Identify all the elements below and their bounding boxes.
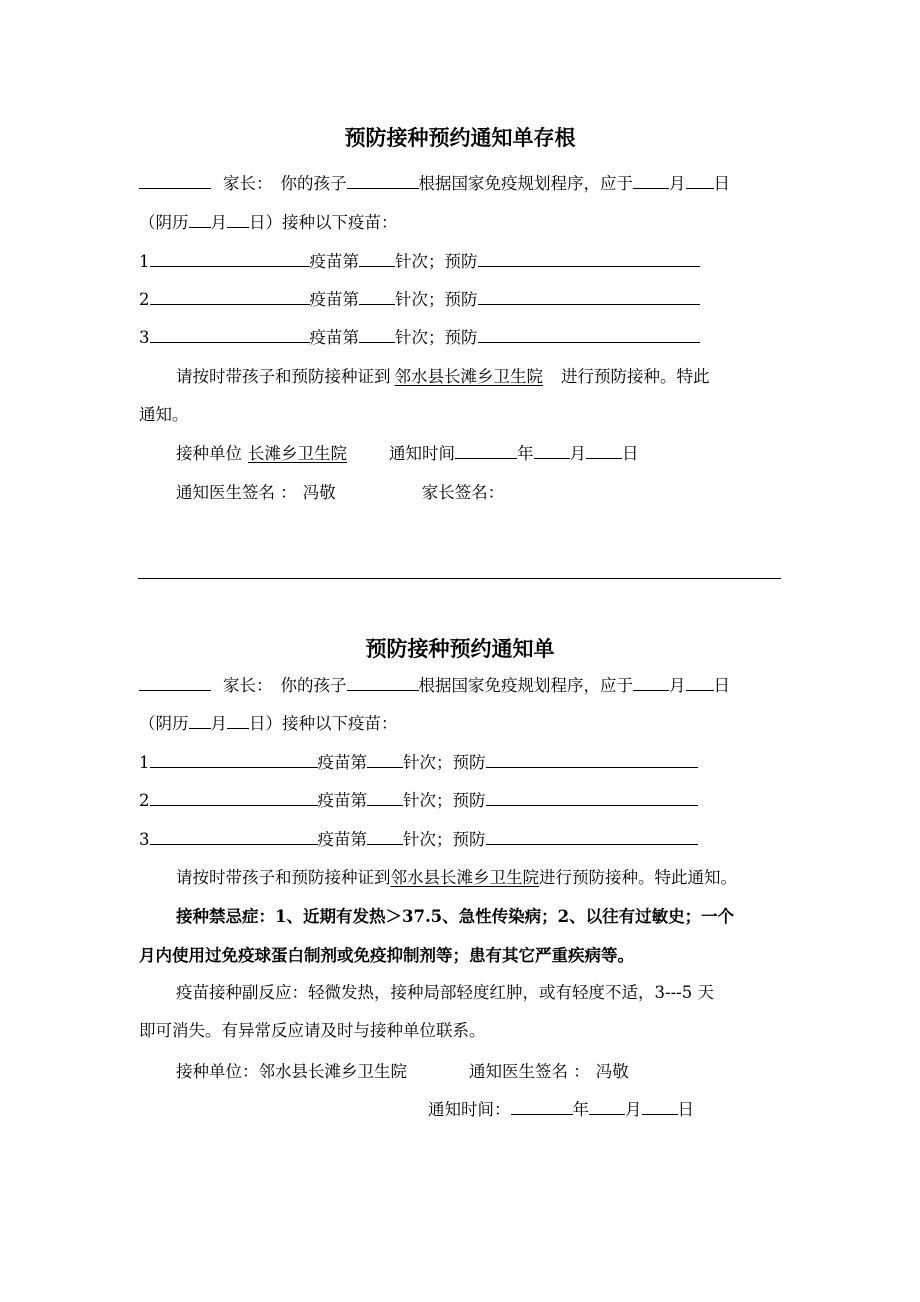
notice-lunar-line <box>139 713 398 735</box>
times-label: 针次；预防 <box>403 791 486 810</box>
parent-name-blank[interactable] <box>139 675 211 691</box>
dose-blank[interactable] <box>359 327 395 343</box>
stub-title: 预防接种预约通知单存根 <box>344 125 576 150</box>
unit-value: 邻水县长滩乡卫生院 <box>258 1062 407 1081</box>
parent-sig-label: 家长签名： <box>421 483 505 502</box>
day-blank[interactable] <box>586 443 622 459</box>
parent-label: 家长： <box>223 676 273 695</box>
day-blank[interactable] <box>686 675 714 691</box>
notice-instruction-line <box>176 867 737 889</box>
year-blank[interactable] <box>511 1099 573 1115</box>
please-bring-text: 请按时带孩子和预防接种证到 <box>176 868 391 887</box>
notice-vaccine-row-3 <box>139 829 698 851</box>
unit-value: 长滩乡卫生院 <box>248 444 347 463</box>
vaccine-name-blank[interactable] <box>150 251 310 267</box>
dose-label: 疫苗第 <box>317 791 367 810</box>
lunar-close-label: 日）接种以下疫苗： <box>249 213 398 232</box>
lunar-close-label: 日）接种以下疫苗： <box>249 714 398 733</box>
doctor-name: 冯敬 <box>302 483 336 502</box>
month-label: 月 <box>625 1100 642 1119</box>
program-text: 根据国家免疫规划程序，应于 <box>418 174 633 193</box>
dose-blank[interactable] <box>359 289 395 305</box>
row-number: 1 <box>139 252 150 271</box>
month-label: 月 <box>569 444 586 463</box>
side-effects-line-1: 疫苗接种副反应：轻微发热，接种局部轻度红肿，或有轻度不适，3---5 天 <box>176 983 714 1002</box>
row-number: 3 <box>139 830 150 849</box>
vaccine-name-blank[interactable] <box>150 289 310 305</box>
times-label: 针次；预防 <box>403 830 486 849</box>
dose-label: 疫苗第 <box>309 290 359 309</box>
month-blank[interactable] <box>589 1099 625 1115</box>
child-name-blank[interactable] <box>347 675 419 691</box>
day-label: 日 <box>713 676 730 695</box>
parent-label: 家长： <box>223 174 273 193</box>
row-number: 2 <box>139 791 150 810</box>
parent-name-blank[interactable] <box>139 173 211 189</box>
day-label: 日 <box>713 174 730 193</box>
doctor-name: 冯敬 <box>595 1062 629 1081</box>
times-label: 针次；预防 <box>403 753 486 772</box>
lunar-month-blank[interactable] <box>189 212 211 228</box>
vaccine-name-blank[interactable] <box>150 829 318 845</box>
dose-label: 疫苗第 <box>309 328 359 347</box>
row-number: 1 <box>139 753 150 772</box>
program-text: 根据国家免疫规划程序，应于 <box>418 676 633 695</box>
month-blank[interactable] <box>633 173 669 189</box>
lunar-open-label: （阴历 <box>139 714 189 733</box>
stub-intro-line <box>139 173 730 195</box>
prevent-blank[interactable] <box>486 829 698 845</box>
day-label: 日 <box>622 444 639 463</box>
dose-blank[interactable] <box>359 251 395 267</box>
year-blank[interactable] <box>455 443 517 459</box>
notice-unit-line <box>176 1061 629 1083</box>
lunar-month-blank[interactable] <box>189 713 211 729</box>
month-label: 月 <box>669 676 686 695</box>
stub-vaccine-row-3 <box>139 327 700 349</box>
stub-instruction-line <box>176 366 710 388</box>
day-label: 日 <box>677 1100 694 1119</box>
dose-blank[interactable] <box>367 790 403 806</box>
stub-lunar-line <box>139 212 398 234</box>
dose-blank[interactable] <box>367 829 403 845</box>
year-label: 年 <box>517 444 534 463</box>
stub-notice-end: 通知。 <box>139 405 189 424</box>
do-vaccination-text: 进行预防接种。特此通知。 <box>539 868 737 887</box>
month-blank[interactable] <box>534 443 570 459</box>
hospital-name: 邻水县长滩乡卫生院 <box>394 367 543 386</box>
month-blank[interactable] <box>633 675 669 691</box>
do-vaccination-text: 进行预防接种。特此 <box>561 367 710 386</box>
hospital-name: 邻水县长滩乡卫生院 <box>390 868 539 887</box>
your-child-label: 你的孩子 <box>280 174 347 193</box>
side-effects-line-2: 即可消失。有异常反应请及时与接种单位联系。 <box>139 1021 486 1040</box>
day-blank[interactable] <box>642 1099 678 1115</box>
unit-label: 接种单位 <box>176 444 242 463</box>
lunar-month-label: 月 <box>210 714 227 733</box>
times-label: 针次；预防 <box>395 252 478 271</box>
prevent-blank[interactable] <box>478 327 700 343</box>
row-number: 2 <box>139 290 150 309</box>
dose-label: 疫苗第 <box>317 830 367 849</box>
your-child-label: 你的孩子 <box>280 676 347 695</box>
prevent-blank[interactable] <box>478 289 700 305</box>
row-number: 3 <box>139 328 150 347</box>
dose-blank[interactable] <box>367 752 403 768</box>
please-bring-text: 请按时带孩子和预防接种证到 <box>176 367 391 386</box>
lunar-day-blank[interactable] <box>227 713 249 729</box>
stub-signature-line <box>176 482 504 504</box>
times-label: 针次；预防 <box>395 290 478 309</box>
month-label: 月 <box>669 174 686 193</box>
notice-intro-line <box>139 675 730 697</box>
dose-label: 疫苗第 <box>309 252 359 271</box>
doctor-sig-label: 通知医生签名 ： <box>176 483 297 502</box>
lunar-open-label: （阴历 <box>139 213 189 232</box>
notify-time-label: 通知时间： <box>428 1100 511 1119</box>
lunar-month-label: 月 <box>210 213 227 232</box>
times-label: 针次；预防 <box>395 328 478 347</box>
contraindications-line-2: 月内使用过免疫球蛋白制剂或免疫抑制剂等；患有其它严重疾病等。 <box>139 946 634 965</box>
stub-vaccine-row-2 <box>139 289 700 311</box>
stub-vaccine-row-1 <box>139 251 700 273</box>
notice-vaccine-row-1 <box>139 752 698 774</box>
child-name-blank[interactable] <box>347 173 419 189</box>
contraindications-line-1: 接种禁忌症：1、近期有发热＞37.5、急性传染病；2、以往有过敏史；一个 <box>176 907 735 926</box>
dose-label: 疫苗第 <box>317 753 367 772</box>
prevent-blank[interactable] <box>486 790 698 806</box>
day-blank[interactable] <box>686 173 714 189</box>
notice-title: 预防接种预约通知单 <box>365 636 555 661</box>
vaccine-name-blank[interactable] <box>150 327 310 343</box>
unit-label: 接种单位： <box>176 1062 259 1081</box>
notice-time-line <box>428 1099 694 1121</box>
stub-unit-line <box>176 443 639 465</box>
notify-time-label: 通知时间 <box>389 444 455 463</box>
vaccine-name-blank[interactable] <box>150 752 318 768</box>
year-label: 年 <box>572 1100 589 1119</box>
notice-vaccine-row-2 <box>139 790 698 812</box>
prevent-blank[interactable] <box>486 752 698 768</box>
cut-line <box>138 578 781 579</box>
vaccine-name-blank[interactable] <box>150 790 318 806</box>
doctor-sig-label: 通知医生签名 ： <box>469 1062 590 1081</box>
prevent-blank[interactable] <box>478 251 700 267</box>
lunar-day-blank[interactable] <box>227 212 249 228</box>
